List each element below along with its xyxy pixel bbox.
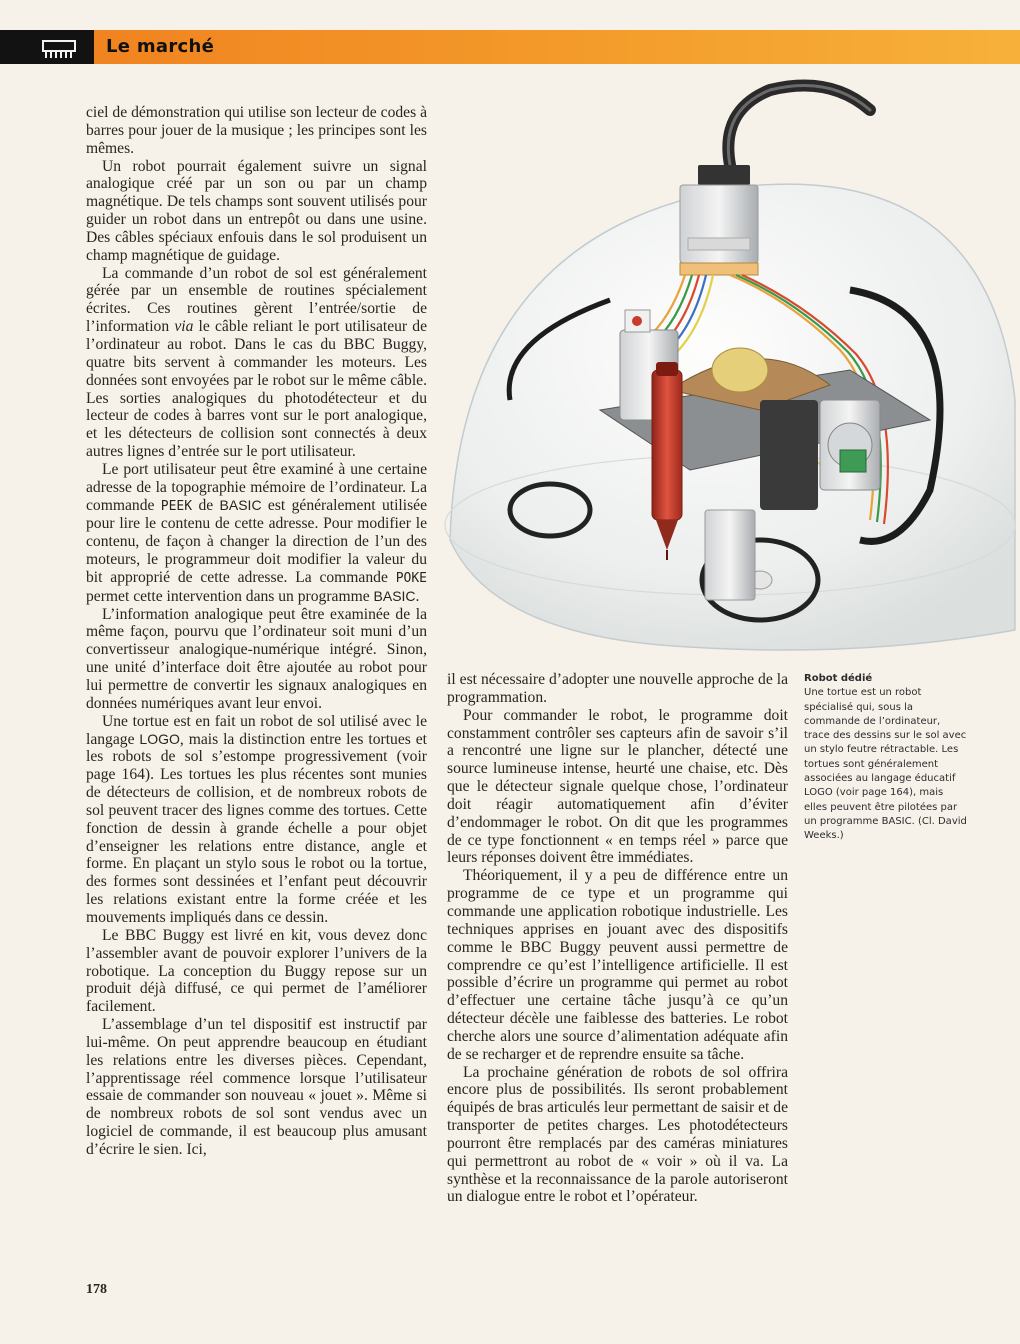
paragraph [86, 713, 427, 927]
text-run: Le port utilisateur peut être examiné à une certaine adresse de la topographie mémoire de l’ordinateur. La commande [86, 460, 427, 514]
language-name: LOGO [139, 730, 180, 747]
paragraph: L’assemblage d’un tel dispositif est instructif par lui-même. On peut apprendre beaucoup en étudiant les relations entre les diverses pièces. Cependant, l’apprentissage réel commence lorsque l’utilisateur essaie de commander son nouveau « jouet ». Même si de nombreux robots de sol sont vendus avec un logiciel de commande, il est beaucoup plus amusant d’écrire le sien. Ici, [86, 1016, 427, 1158]
caption-text: . (Cl. David Weeks.) [804, 815, 967, 842]
caption-text: (voir page 164), mais elles peuvent être pilotées par un programme [804, 787, 958, 827]
language-name: BASIC [881, 815, 912, 827]
paragraph: L’information analogique peut être examinée de la même façon, pourvu que l’ordinateur soit muni d’un convertisseur analogique-numérique intégré. Sinon, une unité d’interface doit être ajoutée au robot pour lui permettre de convertir les signaux analogiques en données numériques avant leur envoi. [86, 605, 427, 712]
paragraph: Pour commander le robot, le programme doit constamment contrôler ses capteurs afin de savoir s’il a rencontré une ligne sur le plancher, détecté une source lumineuse intense, heurté une chaise, etc. Dès que le détecteur signale quelque chose, l’ordinateur doit réagir automatiquement afin d’éviter d’endommager le robot. On dit que les programmes de ce type fonctionnent « en temps réel » parce que leurs réponses doivent être immédiates. [447, 706, 788, 867]
page-number: 178 [86, 1282, 107, 1297]
paragraph: La prochaine génération de robots de sol offrira encore plus de possibilités. Ils seront probablement équipés de bras articulés leur permettant de saisir et de transporter de petites charges. Les photodétecteurs pourront être remplacés par des caméras miniatures qui permettront au robot de « voir » où il va. La synthèse et la reconnaissance de la parole autoriseront un dialogue entre le robot et l’opérateur. [447, 1063, 788, 1206]
section-title: Le marché [106, 36, 215, 57]
code-keyword: PEEK [160, 498, 193, 514]
paragraph: Un robot pourrait également suivre un signal analogique créé par un son ou par un champ magnétique. De tels champs sont souvent utilisés pour guider un robot dans un entrepôt ou dans une usine. Des câbles spéciaux enfouis dans le sol produisent un champ magnétique de guidage. [86, 157, 427, 264]
code-keyword: POKE [395, 570, 427, 586]
paragraph [86, 265, 427, 461]
paragraph: ciel de démonstration qui utilise son lecteur de codes à barres pour jouer de la musique ; les principes sont les mêmes. [86, 104, 427, 157]
caption-text: Une tortue est un robot spécialisé qui, sous la commande de l’ordinateur, trace des dessins sur le sol avec un stylo feutre rétractable. Les tortues sont généralement associées au langage éducatif [804, 687, 967, 785]
text-run: permet cette intervention dans un programme [86, 587, 374, 605]
text-run: . [415, 587, 420, 605]
text-run: La commande d’un robot de sol est généralement gérée par un ensemble de routines spécialement écrites. Ces routines gèrent l’entrée/sortie de l’information [86, 264, 427, 336]
chip-icon [40, 36, 78, 60]
turtle-robot-illustration [430, 70, 1020, 670]
paragraph: il est nécessaire d’adopter une nouvelle approche de la programmation. [447, 671, 788, 706]
paragraph [86, 461, 427, 606]
text-run: le câble reliant le port utilisateur de l’ordinateur au robot. Dans le cas du BBC Buggy, quatre bits servent à commander les moteurs. Les données sont envoyées par le robot sur le même câble. Les sorties analogiques du photodétecteur et du lecteur de codes à barres vont sur le port analogique, et les détecteurs de collision sont connectés à deux autres lignes d’entrée sur le port utilisateur. [86, 318, 428, 461]
text-column-right [447, 671, 788, 1206]
text-run: , mais la distinction entre les tortues et les robots de sol s’estompe progressivement (voir page 164). Les tortues les plus récentes sont munies de détecteurs de collision, et de nombreux robots de sol peuvent tracer des lignes comme des tortues. Cette fonction de dessin à grande échelle a pour objet d’enseigner les relations entre distance, angle et forme. En plaçant un stylo sous le robot ou la tortue, des formes sont dessinées et l’enfant peut découvrir les relations existant entre la forme créée et les mouvements impliqués dans ce dessin. [86, 730, 427, 926]
italic-word: via [174, 318, 194, 336]
caption-title: Robot dédié [804, 673, 873, 684]
language-name: BASIC [373, 587, 416, 604]
text-column-left [86, 104, 427, 1159]
text-run: est généralement utilisée pour lire le contenu de cette adresse. Pour modifier le contenu, de façon à changer la direction de l’un des moteurs, le programmeur doit modifier la valeur du bit approprié de cette adresse. La commande [86, 496, 427, 586]
text-run: de [192, 496, 220, 514]
paragraph: Théoriquement, il y a peu de différence entre un programme de ce type et un programme qui commande une application robotique industrielle. Les techniques apprises en jouant avec des dispositifs comme le BBC Buggy peuvent aussi permettre de comprendre ce qu’est l’intelligence artificielle. Il est possible d’écrire un programme qui permet au robot d’effectuer une certaine tâche jusqu’à ce qu’un détecteur décèle une faiblesse des batteries. Le robot cherche alors une source d’alimentation adéquate afin de se recharger et de reprendre ensuite sa tâche. [447, 867, 788, 1063]
figure-caption [804, 672, 969, 844]
language-name: BASIC [219, 496, 262, 513]
paragraph: Le BBC Buggy est livré en kit, vous devez donc l’assembler avant de pouvoir explorer l’univers de la robotique. La conception du Buggy repose sur un produit déjà diffusé, ce qui permet de l’améliorer facilement. [86, 926, 427, 1016]
language-name: LOGO [804, 787, 833, 799]
text-run: Une tortue est en fait un robot de sol utilisé avec le langage [86, 712, 427, 748]
